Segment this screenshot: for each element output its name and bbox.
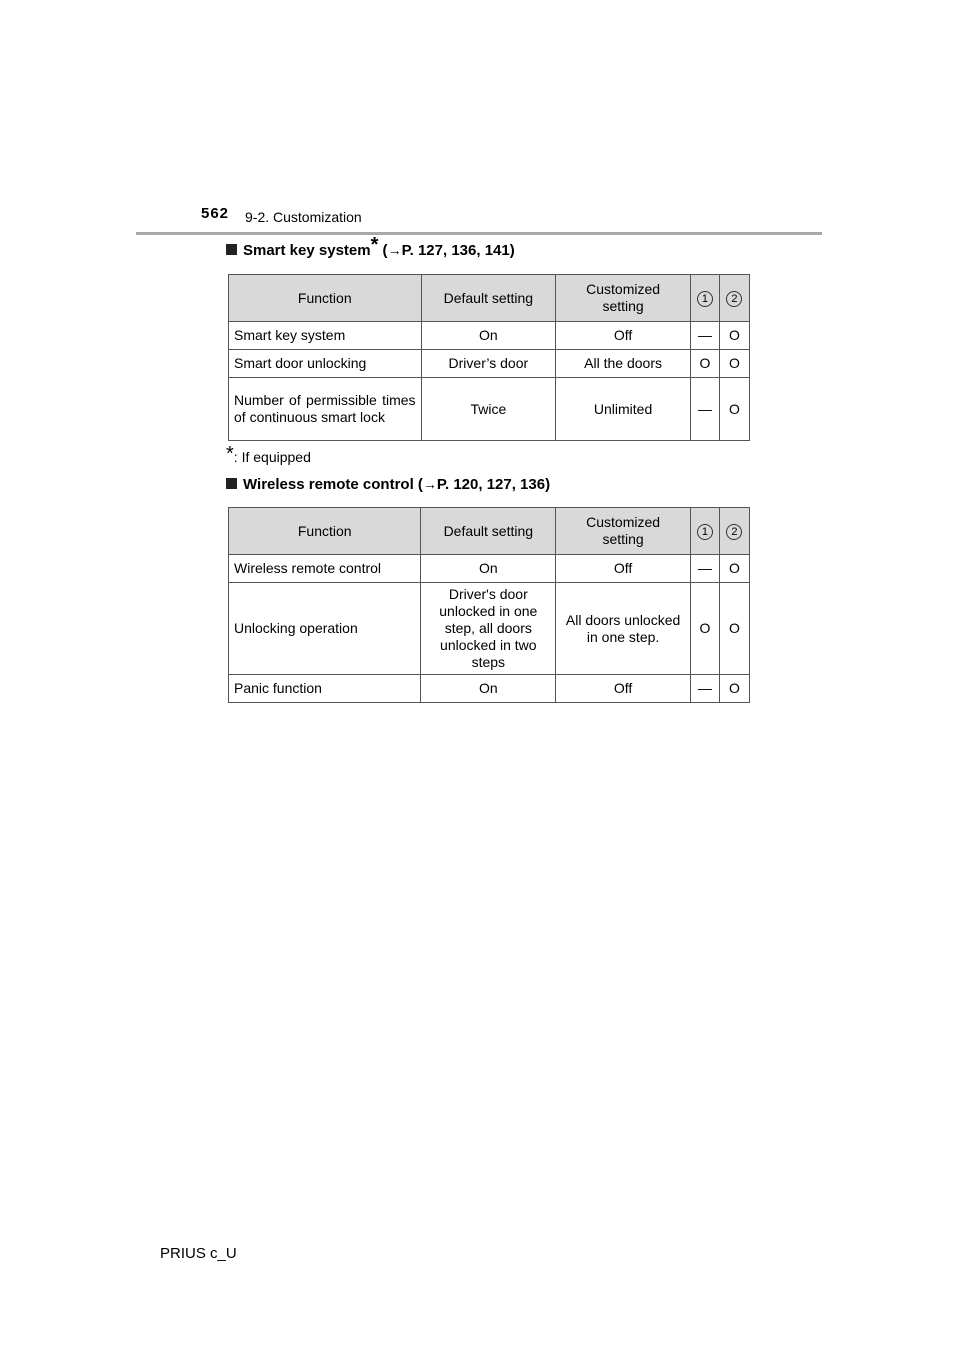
function-cell: Smart door unlocking	[229, 350, 422, 378]
circled-one-icon: 1	[697, 291, 713, 307]
custom-cell: Off	[556, 675, 691, 703]
footnote-text: : If equipped	[233, 449, 311, 465]
table-header-row	[229, 275, 750, 322]
custom-cell: Off	[556, 555, 691, 583]
wireless-heading	[226, 476, 550, 493]
smart-key-heading: Smart key system* (→P. 127, 136, 141)	[226, 242, 515, 259]
table-header-row	[229, 508, 750, 555]
footnote	[226, 443, 311, 465]
column-header-method-2	[719, 508, 749, 555]
custom-cell: All doors unlocked in one step.	[556, 583, 691, 675]
column-header-customized: Customized setting	[556, 508, 691, 555]
heading-title: Smart key system	[243, 242, 371, 259]
table-row	[229, 322, 750, 350]
square-bullet-icon	[226, 244, 237, 255]
method-1-cell: —	[691, 675, 720, 703]
table-row	[229, 350, 750, 378]
column-header-method-1	[691, 275, 720, 322]
function-cell: Panic function	[229, 675, 421, 703]
column-header-function: Function	[229, 275, 422, 322]
table-row	[229, 555, 750, 583]
custom-cell: All the doors	[556, 350, 691, 378]
custom-cell: Off	[556, 322, 691, 350]
column-header-customized: Customized setting	[556, 275, 691, 322]
header-rule	[136, 232, 822, 235]
table-row	[229, 378, 750, 441]
circled-two-icon: 2	[726, 524, 742, 540]
page-number: 562	[201, 205, 230, 222]
arrow-icon: →	[422, 476, 437, 492]
default-cell: Driver’s door	[421, 350, 556, 378]
method-2-cell: O	[719, 583, 749, 675]
method-2-cell: O	[719, 322, 749, 350]
smart-key-table	[228, 274, 750, 441]
method-1-cell: —	[691, 322, 720, 350]
page-reference: P. 120, 127, 136)	[436, 476, 551, 493]
method-2-cell: O	[719, 350, 749, 378]
function-cell: Number of permissible times of continuous smart lock	[229, 378, 422, 441]
column-header-default: Default setting	[421, 508, 556, 555]
function-cell: Unlocking operation	[229, 583, 421, 675]
circled-two-icon: 2	[726, 291, 742, 307]
method-1-cell: O	[691, 583, 720, 675]
method-1-cell: —	[691, 555, 720, 583]
circled-one-icon: 1	[697, 524, 713, 540]
custom-cell: Unlimited	[556, 378, 691, 441]
section-label: 9-2. Customization	[245, 209, 362, 225]
column-header-function: Function	[229, 508, 421, 555]
default-cell: On	[421, 322, 556, 350]
arrow-icon: →	[387, 242, 402, 258]
column-header-default: Default setting	[421, 275, 556, 322]
method-1-cell: —	[691, 378, 720, 441]
table-row	[229, 583, 750, 675]
default-cell: Driver's door unlocked in one step, all doors unlocked in two steps	[421, 583, 556, 675]
square-bullet-icon	[226, 478, 237, 489]
method-1-cell: O	[691, 350, 720, 378]
default-cell: On	[421, 675, 556, 703]
default-cell: Twice	[421, 378, 556, 441]
footer-model: PRIUS c_U	[160, 1245, 237, 1262]
asterisk-mark: *	[226, 443, 234, 465]
function-cell: Wireless remote control	[229, 555, 421, 583]
heading-title: Wireless remote control (	[243, 476, 423, 493]
column-header-method-1	[691, 508, 720, 555]
page-reference: P. 127, 136, 141)	[401, 242, 515, 259]
method-2-cell: O	[719, 675, 749, 703]
table-row	[229, 675, 750, 703]
wireless-remote-table	[228, 507, 750, 703]
asterisk-mark: *	[370, 234, 379, 256]
method-2-cell: O	[719, 555, 749, 583]
default-cell: On	[421, 555, 556, 583]
function-cell: Smart key system	[229, 322, 422, 350]
method-2-cell: O	[719, 378, 749, 441]
column-header-method-2	[719, 275, 749, 322]
